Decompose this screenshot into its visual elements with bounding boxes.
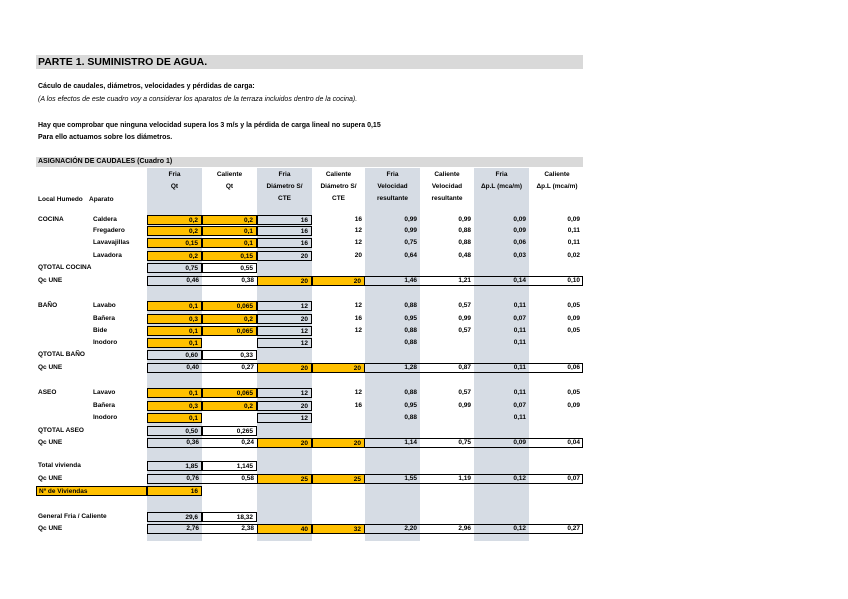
cell-vc: 1,19 <box>458 475 471 482</box>
cell-qc: 0,2 <box>202 215 257 225</box>
row-label: General Fria / Caliente <box>38 513 107 520</box>
cell-df: 16 <box>257 238 312 248</box>
cell-pc: 0,09 <box>567 216 580 223</box>
cell-qf: 29,6 <box>147 512 202 522</box>
cell-dc: 20 <box>312 276 365 286</box>
cell-qc: 0,2 <box>202 314 257 324</box>
header-dpl-caliente: Caliente Δp.L (mca/m) <box>536 171 578 190</box>
cell-qf: 0,3 <box>147 314 202 324</box>
row-label: Qc UNE <box>38 475 63 482</box>
cell-pf: 0,12 <box>513 525 526 532</box>
cell-vf: 1,28 <box>404 364 417 371</box>
cell-qc: 2,38 <box>241 525 254 532</box>
cell-dc: 20 <box>312 438 365 448</box>
cell-qf: 0,2 <box>147 226 202 236</box>
cell-qc: 0,2 <box>202 401 257 411</box>
cell-qc <box>202 338 257 348</box>
aparato-name: Fregadero <box>93 227 125 234</box>
cell-qc: 0,065 <box>202 301 257 311</box>
row-label: COCINA <box>38 216 64 223</box>
cell-df: 12 <box>257 338 312 348</box>
aparato-name: Inodoro <box>93 339 118 346</box>
cell-dc: 25 <box>312 474 365 484</box>
cell-dc: 12 <box>354 239 362 246</box>
cell-vf: 1,14 <box>404 439 417 446</box>
cell-pf: 0,11 <box>513 414 526 421</box>
cell-pf: 0,09 <box>513 227 526 234</box>
cell-df: 20 <box>257 363 312 373</box>
cell-qc: 0,1 <box>202 238 257 248</box>
cell-pc: 0,09 <box>567 315 580 322</box>
cell-pf: 0,11 <box>513 339 526 346</box>
cell-qc: 0,1 <box>202 226 257 236</box>
intro-line-1: Cáculo de caudales, diámetros, velocidades y pérdidas de carga: <box>38 83 255 90</box>
cell-qc: 0,15 <box>202 251 257 261</box>
cell-pc: 0,05 <box>567 327 580 334</box>
viviendas-count: 16 <box>147 486 202 496</box>
viviendas-label: Nº de Viviendas <box>36 486 147 496</box>
cell-pf: 0,14 <box>513 277 526 284</box>
aparato-name: Bide <box>93 327 108 334</box>
cell-qf: 0,2 <box>147 215 202 225</box>
cell-pc <box>529 338 583 348</box>
cell-qc: 18,32 <box>202 512 257 522</box>
cell-df: 25 <box>257 474 312 484</box>
cell-dc: 12 <box>354 227 362 234</box>
aparato-name: Bañera <box>93 402 116 409</box>
cell-df: 20 <box>257 314 312 324</box>
aparato-name: Lavabo <box>93 302 116 309</box>
row-label: BAÑO <box>38 302 58 309</box>
header-diam-fria: Fria Diámetro S/ CTE <box>266 171 303 202</box>
cell-dc: 20 <box>354 252 362 259</box>
cell-qc: 1,145 <box>202 461 257 471</box>
cell-pf: 0,12 <box>513 475 526 482</box>
cell-vc: 2,96 <box>458 525 471 532</box>
cell-pc: 0,05 <box>567 389 580 396</box>
intro-line-3: Hay que comprobar que ninguna velocidad supera los 3 m/s y la pérdida de carga lineal no supera 0,15 <box>38 122 381 129</box>
cell-vf: 2,20 <box>404 525 417 532</box>
cell-vc: 0,57 <box>458 389 471 396</box>
row-label: Qc UNE <box>38 525 63 532</box>
cell-qc: 0,58 <box>241 475 254 482</box>
header-diam-caliente: Caliente Diámetro S/ CTE <box>320 171 357 202</box>
row-label: QTOTAL ASEO <box>38 427 84 434</box>
cell-vf: 0,95 <box>404 315 417 322</box>
cell-qf: 0,1 <box>147 413 202 423</box>
cell-qc: 0,24 <box>241 439 254 446</box>
cell-qf: 0,40 <box>186 364 199 371</box>
cell-qc: 0,065 <box>202 388 257 398</box>
cell-df: 12 <box>257 326 312 336</box>
cell-pc: 0,11 <box>567 239 580 246</box>
cell-pf: 0,06 <box>513 239 526 246</box>
cell-vc: 0,57 <box>458 302 471 309</box>
cell-vc: 0,99 <box>458 402 471 409</box>
cell-pf: 0,07 <box>513 402 526 409</box>
cell-pf: 0,09 <box>513 216 526 223</box>
cell-df: 12 <box>257 301 312 311</box>
cell-pc: 0,07 <box>567 475 580 482</box>
cell-vf: 0,99 <box>404 227 417 234</box>
header-local-humedo: Local Humedo <box>38 196 83 203</box>
header-vel-caliente: Caliente Velocidad resultante <box>431 171 463 202</box>
intro-line-4: Para ello actuamos sobre los diámetros. <box>38 134 173 141</box>
row-label: QTOTAL COCINA <box>38 264 92 271</box>
cell-pf: 0,11 <box>513 364 526 371</box>
page-title: PARTE 1. SUMINISTRO DE AGUA. <box>36 55 583 69</box>
cell-vc: 0,87 <box>458 364 471 371</box>
cell-vf: 0,88 <box>404 339 417 346</box>
cell-pf: 0,11 <box>513 302 526 309</box>
cell-qf: 2,76 <box>186 525 199 532</box>
cell-vf: 0,88 <box>404 414 417 421</box>
header-qt-caliente: Caliente Qt <box>216 171 243 190</box>
cell-df: 20 <box>257 251 312 261</box>
cell-qf: 0,1 <box>147 388 202 398</box>
cell-vf: 0,99 <box>404 216 417 223</box>
aparato-name: Lavavajillas <box>93 239 130 246</box>
cell-qf: 0,60 <box>147 350 202 360</box>
cell-dc: 16 <box>354 216 362 223</box>
cell-dc: 12 <box>354 389 362 396</box>
row-label: Total vivienda <box>38 462 81 469</box>
cell-vc: 0,48 <box>458 252 471 259</box>
cell-df: 12 <box>257 388 312 398</box>
row-label: ASEO <box>38 389 57 396</box>
cell-qf: 1,85 <box>147 461 202 471</box>
cell-dc: 16 <box>354 402 362 409</box>
cell-df: 20 <box>257 401 312 411</box>
intro-line-2: (A los efectos de este cuadro voy a considerar los aparatos de la terraza incluidos dentro de la cocina). <box>38 96 358 103</box>
row-label: Qc UNE <box>38 439 63 446</box>
cell-vc: 0,88 <box>458 239 471 246</box>
cell-qf: 0,36 <box>186 439 199 446</box>
cell-vf: 0,75 <box>404 239 417 246</box>
section-title: ASIGNACIÓN DE CAUDALES (Cuadro 1) <box>36 157 583 167</box>
cell-df: 40 <box>257 524 312 534</box>
cell-vf: 0,88 <box>404 327 417 334</box>
cell-vc: 0,99 <box>458 216 471 223</box>
aparato-name: Lavavo <box>93 389 116 396</box>
aparato-name: Bañera <box>93 315 116 322</box>
cell-dc <box>312 338 365 348</box>
cell-vc <box>420 413 474 423</box>
cell-vf: 0,88 <box>404 389 417 396</box>
cell-dc: 32 <box>312 524 365 534</box>
cell-qf: 0,1 <box>147 326 202 336</box>
header-qt-fria: Fria Qt <box>168 171 181 190</box>
cell-pc: 0,27 <box>567 525 580 532</box>
cell-qf: 0,1 <box>147 301 202 311</box>
cell-qc: 0,38 <box>241 277 254 284</box>
cell-qc: 0,55 <box>202 263 257 273</box>
cell-vf: 0,64 <box>404 252 417 259</box>
cell-pc: 0,04 <box>567 439 580 446</box>
cell-pc: 0,09 <box>567 402 580 409</box>
cell-qc <box>202 413 257 423</box>
cell-vf: 1,46 <box>404 277 417 284</box>
cell-dc: 12 <box>354 327 362 334</box>
cell-df: 16 <box>257 215 312 225</box>
row-label: Qc UNE <box>38 277 63 284</box>
cell-df: 20 <box>257 438 312 448</box>
cell-pc: 0,11 <box>567 227 580 234</box>
cell-vc: 0,88 <box>458 227 471 234</box>
cell-pc: 0,10 <box>567 277 580 284</box>
cell-qf: 0,1 <box>147 338 202 348</box>
cell-pf: 0,09 <box>513 439 526 446</box>
cell-dc: 12 <box>354 302 362 309</box>
cell-qc: 0,265 <box>202 426 257 436</box>
cell-vf: 1,55 <box>404 475 417 482</box>
cell-pf: 0,11 <box>513 389 526 396</box>
header-dpl-fria: Fria Δp.L (mca/m) <box>480 171 523 190</box>
cell-dc: 16 <box>354 315 362 322</box>
cell-vc: 0,99 <box>458 315 471 322</box>
cell-pc: 0,05 <box>567 302 580 309</box>
cell-pc <box>529 413 583 423</box>
cell-pf: 0,03 <box>513 252 526 259</box>
cell-pc: 0,06 <box>567 364 580 371</box>
cell-pf: 0,07 <box>513 315 526 322</box>
cell-vc: 0,57 <box>458 327 471 334</box>
cell-qc: 0,33 <box>202 350 257 360</box>
cell-df: 16 <box>257 226 312 236</box>
header-aparato: Aparato <box>89 196 114 203</box>
cell-qf: 0,15 <box>147 238 202 248</box>
cell-qf: 0,76 <box>186 475 199 482</box>
cell-qf: 0,46 <box>186 277 199 284</box>
cell-dc: 20 <box>312 363 365 373</box>
cell-df: 12 <box>257 413 312 423</box>
row-label: Qc UNE <box>38 364 63 371</box>
cell-vf: 0,88 <box>404 302 417 309</box>
row-label: QTOTAL BAÑO <box>38 351 85 358</box>
cell-vc: 0,75 <box>458 439 471 446</box>
cell-dc <box>312 413 365 423</box>
cell-vc: 1,21 <box>458 277 471 284</box>
cell-vf: 0,95 <box>404 402 417 409</box>
cell-qf: 0,50 <box>147 426 202 436</box>
cell-vc <box>420 338 474 348</box>
cell-qf: 0,3 <box>147 401 202 411</box>
aparato-name: Caldera <box>93 216 117 223</box>
cell-qf: 0,75 <box>147 263 202 273</box>
aparato-name: Lavadora <box>93 252 122 259</box>
cell-pc: 0,02 <box>567 252 580 259</box>
aparato-name: Inodoro <box>93 414 118 421</box>
header-vel-fria: Fria Velocidad resultante <box>376 171 409 202</box>
cell-pf: 0,11 <box>513 327 526 334</box>
cell-qf: 0,2 <box>147 251 202 261</box>
cell-df: 20 <box>257 276 312 286</box>
cell-qc: 0,27 <box>241 364 254 371</box>
cell-qc: 0,065 <box>202 326 257 336</box>
